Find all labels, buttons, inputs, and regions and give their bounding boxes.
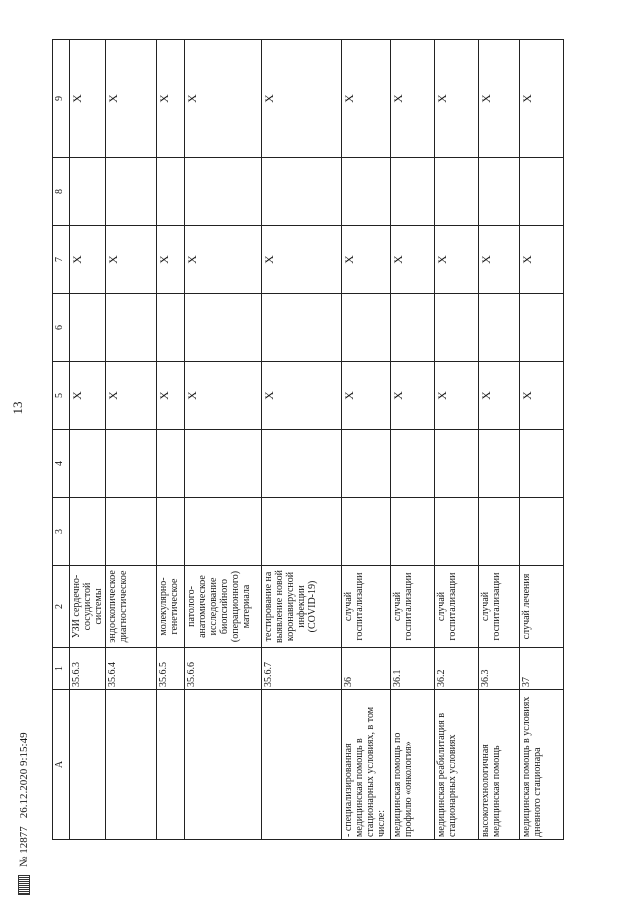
cell-empty [479, 430, 519, 498]
page-number: 13 [10, 401, 25, 415]
cell-empty [342, 498, 390, 566]
cell-mark: Х [479, 226, 519, 294]
cell-mark: Х [106, 362, 156, 430]
cell-mark: Х [342, 362, 390, 430]
cell-empty [184, 294, 261, 362]
table-row [70, 40, 106, 840]
cell-mark: Х [479, 40, 519, 158]
col-header: 4 [53, 430, 70, 498]
cell-mark: Х [519, 226, 563, 294]
cell-empty [479, 294, 519, 362]
cell-mark: Х [519, 362, 563, 430]
cell-empty [479, 498, 519, 566]
barcode-icon [18, 875, 30, 895]
cell-empty [434, 158, 478, 226]
cell-mark: Х [70, 362, 106, 430]
cell-empty [390, 430, 434, 498]
cell-code: 35.6.4 [106, 648, 156, 690]
cell-mark: Х [70, 40, 106, 158]
rotated-table-sheet [52, 40, 564, 840]
cell-unit: тестирование на выявление новой коронавирусной инфекции (COVID-19) [261, 566, 342, 648]
cell-mark: Х [390, 226, 434, 294]
col-header: 8 [53, 158, 70, 226]
cell-code: 35.6.5 [156, 648, 184, 690]
cell-empty [156, 294, 184, 362]
cell-unit: УЗИ сердечно-сосудистой системы [70, 566, 106, 648]
cell-empty [342, 294, 390, 362]
cell-empty [106, 498, 156, 566]
col-header: 9 [53, 40, 70, 158]
doc-timestamp: 26.12.2020 9:15:49 [18, 732, 30, 819]
cell-mark: Х [342, 40, 390, 158]
cell-empty [434, 430, 478, 498]
cell-empty [184, 498, 261, 566]
cell-empty [106, 294, 156, 362]
table-row [156, 40, 184, 840]
col-header: 7 [53, 226, 70, 294]
col-header: 2 [53, 566, 70, 648]
cell-mark: Х [70, 226, 106, 294]
cell-empty [106, 430, 156, 498]
cell-empty [519, 294, 563, 362]
cell-mark: Х [434, 362, 478, 430]
cell-description: медицинская реабилитация в стационарных условиях [434, 690, 478, 840]
data-table [52, 39, 564, 840]
header-row [53, 40, 70, 840]
cell-empty [156, 158, 184, 226]
cell-empty [106, 158, 156, 226]
cell-mark: Х [261, 362, 342, 430]
cell-unit: случай лечения [519, 566, 563, 648]
doc-number: № 12877 [18, 826, 30, 867]
cell-mark: Х [261, 226, 342, 294]
cell-unit: случай госпитализации [342, 566, 390, 648]
cell-code: 36.1 [390, 648, 434, 690]
cell-empty [184, 158, 261, 226]
cell-unit: молекулярно-генетическое [156, 566, 184, 648]
cell-description: медицинская помощь по профилю «онкология» [390, 690, 434, 840]
cell-description [184, 690, 261, 840]
cell-empty [261, 498, 342, 566]
col-header: 5 [53, 362, 70, 430]
cell-mark: Х [479, 362, 519, 430]
cell-mark: Х [261, 40, 342, 158]
cell-empty [479, 158, 519, 226]
cell-code: 35.6.6 [184, 648, 261, 690]
cell-description [261, 690, 342, 840]
cell-mark: Х [519, 40, 563, 158]
cell-empty [519, 498, 563, 566]
cell-empty [70, 158, 106, 226]
cell-mark: Х [156, 362, 184, 430]
cell-description [156, 690, 184, 840]
cell-empty [70, 498, 106, 566]
cell-unit: патолого-анатомическое исследование биопсийного (операционного) материала [184, 566, 261, 648]
cell-description [106, 690, 156, 840]
table-row [342, 40, 390, 840]
table-row [479, 40, 519, 840]
cell-mark: Х [390, 40, 434, 158]
table-rotation-frame [52, 40, 564, 840]
cell-empty [390, 158, 434, 226]
cell-empty [261, 294, 342, 362]
cell-mark: Х [434, 40, 478, 158]
cell-code: 36.2 [434, 648, 478, 690]
cell-mark: Х [390, 362, 434, 430]
table-row [390, 40, 434, 840]
cell-mark: Х [106, 226, 156, 294]
cell-mark: Х [184, 226, 261, 294]
cell-empty [519, 430, 563, 498]
cell-description: высокотехнологичная медицинская помощь [479, 690, 519, 840]
cell-mark: Х [184, 40, 261, 158]
cell-code: 35.6.3 [70, 648, 106, 690]
footer-stamp [14, 595, 34, 895]
col-header: А [53, 690, 70, 840]
cell-empty [390, 498, 434, 566]
col-header: 1 [53, 648, 70, 690]
cell-code: 36.3 [479, 648, 519, 690]
cell-mark: Х [184, 362, 261, 430]
cell-empty [156, 498, 184, 566]
cell-empty [156, 430, 184, 498]
cell-empty [519, 158, 563, 226]
cell-empty [70, 294, 106, 362]
cell-empty [342, 158, 390, 226]
col-header: 3 [53, 498, 70, 566]
cell-description [70, 690, 106, 840]
cell-empty [261, 430, 342, 498]
cell-mark: Х [156, 226, 184, 294]
table-row [184, 40, 261, 840]
cell-unit: случай госпитализации [390, 566, 434, 648]
cell-unit: случай госпитализации [434, 566, 478, 648]
cell-empty [261, 158, 342, 226]
table-row [519, 40, 563, 840]
cell-empty [390, 294, 434, 362]
cell-mark: Х [156, 40, 184, 158]
cell-empty [434, 498, 478, 566]
cell-mark: Х [342, 226, 390, 294]
cell-unit: эндоскопическое диагностическое [106, 566, 156, 648]
cell-empty [434, 294, 478, 362]
cell-unit: случай госпитализации [479, 566, 519, 648]
cell-code: 35.6.7 [261, 648, 342, 690]
cell-code: 36 [342, 648, 390, 690]
cell-empty [70, 430, 106, 498]
cell-description: медицинская помощь в условиях дневного стационара [519, 690, 563, 840]
table-row [261, 40, 342, 840]
table-row [434, 40, 478, 840]
cell-empty [184, 430, 261, 498]
col-header: 6 [53, 294, 70, 362]
cell-empty [342, 430, 390, 498]
cell-mark: Х [106, 40, 156, 158]
cell-mark: Х [434, 226, 478, 294]
cell-code: 37 [519, 648, 563, 690]
cell-description: - специализированная медицинская помощь в стационарных условиях, в том числе: [342, 690, 390, 840]
table-row [106, 40, 156, 840]
